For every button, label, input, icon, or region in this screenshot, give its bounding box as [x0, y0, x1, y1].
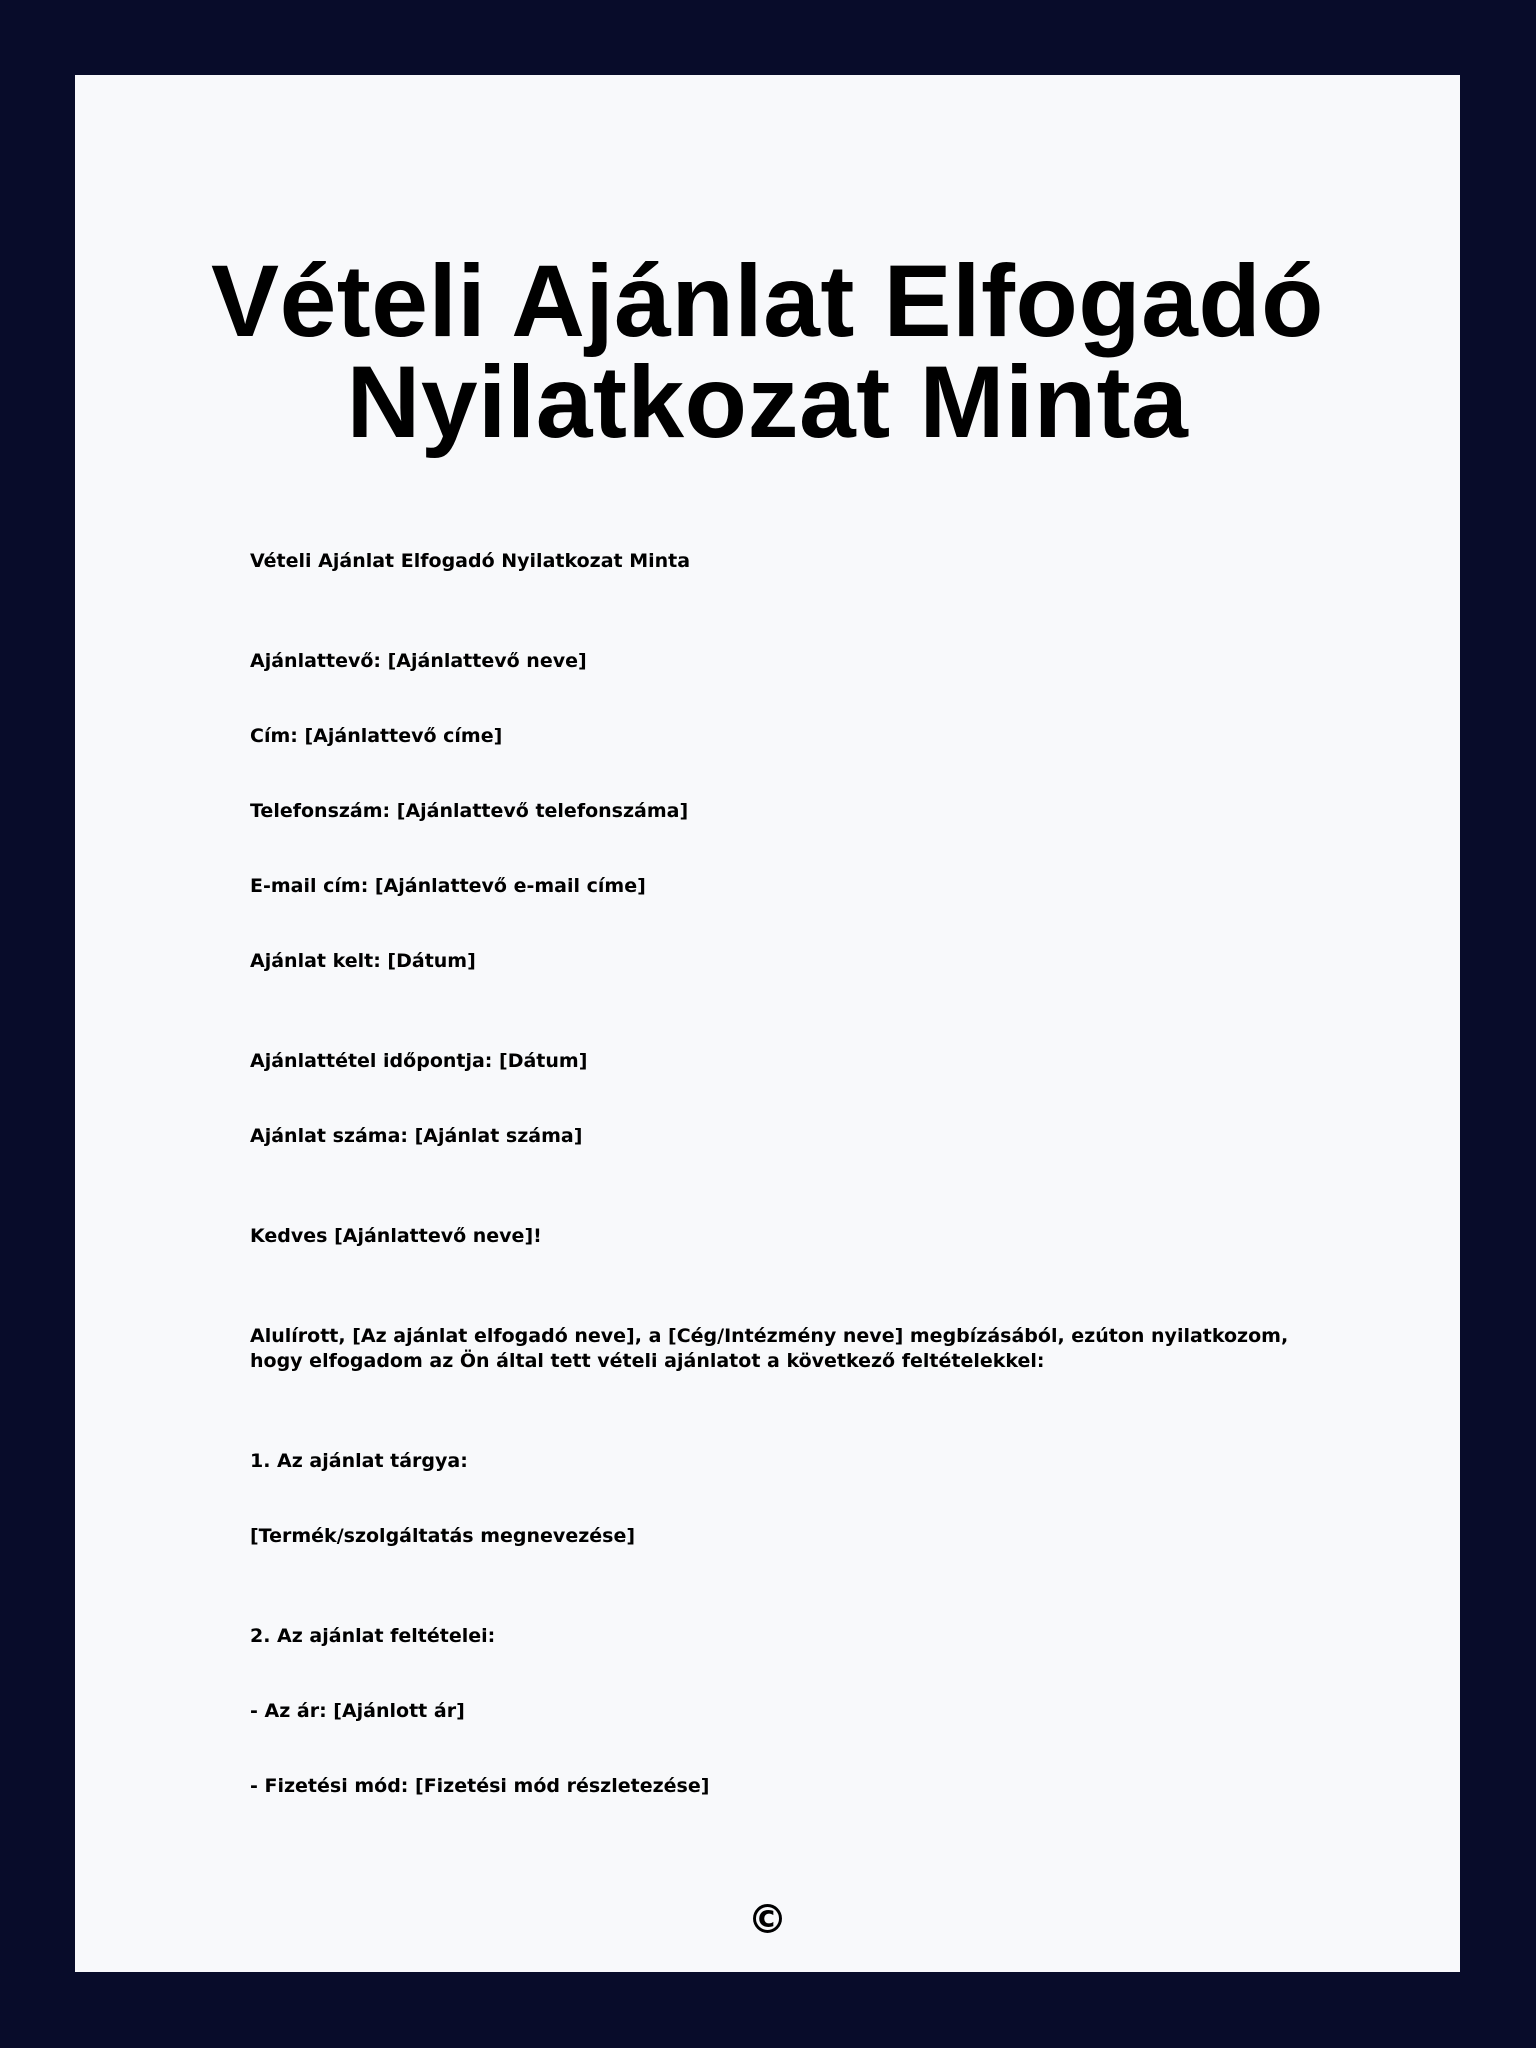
document-title: Vételi Ajánlat Elfogadó Nyilatkozat Minta	[211, 244, 1324, 459]
section2-heading: 2. Az ajánlat feltételei:	[250, 1625, 496, 1647]
address-line: Cím: [Ajánlattevő címe]	[250, 725, 503, 747]
price-line: - Az ár: [Ajánlott ár]	[250, 1700, 465, 1722]
intro-paragraph: Alulírott, [Az ajánlat elfogadó neve], a [Cég/Intézmény neve] megbízásából, ezúton nyilatkozom, hogy elfogadom az Ön által tett vételi ajánlatot a következő feltételekkel:	[250, 1325, 1289, 1372]
document-page	[75, 75, 1460, 1972]
payment-line: - Fizetési mód: [Fizetési mód részletezése]	[250, 1775, 710, 1797]
section1-body: [Termék/szolgáltatás megnevezése]	[250, 1525, 636, 1547]
offeror-line: Ajánlattevő: [Ajánlattevő neve]	[250, 650, 587, 672]
email-line: E-mail cím: [Ajánlattevő e-mail címe]	[250, 875, 646, 897]
document-subtitle: Vételi Ajánlat Elfogadó Nyilatkozat Minta	[250, 550, 691, 572]
offer-time-line: Ajánlattétel időpontja: [Dátum]	[250, 1050, 588, 1072]
greeting-line: Kedves [Ajánlattevő neve]!	[250, 1225, 542, 1247]
offer-date-line: Ajánlat kelt: [Dátum]	[250, 950, 476, 972]
offer-number-line: Ajánlat száma: [Ajánlat száma]	[250, 1125, 583, 1147]
section1-heading: 1. Az ajánlat tárgya:	[250, 1450, 468, 1472]
copyright-icon: ©	[747, 1897, 788, 1943]
phone-line: Telefonszám: [Ajánlattevő telefonszáma]	[250, 800, 689, 822]
